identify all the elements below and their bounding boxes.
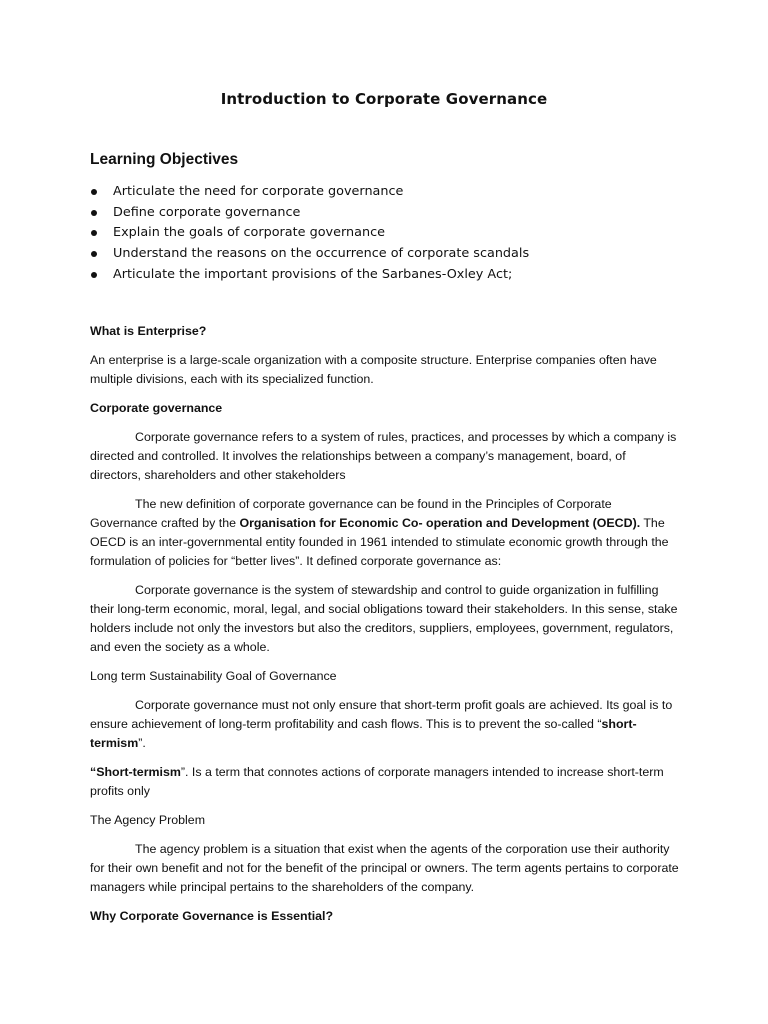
short-termism-label: “Short-termism <box>90 765 181 779</box>
learning-objectives-heading: Learning Objectives <box>90 151 239 168</box>
cg-paragraph-2 <box>90 495 680 571</box>
document-body <box>90 322 680 936</box>
list-item: Articulate the important provisions of the Sarbanes-Oxley Act; <box>90 265 529 286</box>
list-item: Understand the reasons on the occurrence of corporate scandals <box>90 244 529 265</box>
cg-paragraph-3: Corporate governance is the system of stewardship and control to guide organization in fulfilling their long-term economic, moral, legal, and social obligations toward their stakeholders. In this sense, stake holders include not only the investors but also the creditors, suppliers, employees, government, regulators, and even the society as a whole. <box>90 583 678 654</box>
short-termism-definition: ”. Is a term that connotes actions of corporate managers intended to increase short-term profits only <box>90 765 664 798</box>
enterprise-heading: What is Enterprise? <box>90 324 207 338</box>
short-termism-term: short-termism <box>90 717 637 750</box>
long-term-text-b: ”. <box>138 736 146 750</box>
cg-paragraph-2-text-b: The OECD is an inter-governmental entity founded in 1961 intended to stimulate economic growth through the formulation of policies for “better lives”. It defined corporate governance as: <box>90 516 669 568</box>
list-item: Explain the goals of corporate governance <box>90 223 529 244</box>
cg-paragraph-1: Corporate governance refers to a system of rules, practices, and processes by which a company is directed and controlled. It involves the relationships between a company’s management, board, of directors, shareholders and other stakeholders <box>90 430 677 482</box>
long-term-heading: Long term Sustainability Goal of Governance <box>90 669 337 683</box>
short-termism-paragraph <box>90 763 680 801</box>
enterprise-paragraph: An enterprise is a large-scale organization with a composite structure. Enterprise companies often have multiple divisions, each with its specialized function. <box>90 353 657 386</box>
list-item: Articulate the need for corporate governance <box>90 182 529 203</box>
long-term-paragraph <box>90 696 680 753</box>
agency-heading: The Agency Problem <box>90 813 206 827</box>
why-heading: Why Corporate Governance is Essential? <box>90 909 334 923</box>
long-term-text-a: Corporate governance must not only ensure that short-term profit goals are achieved. Its goal is to ensure achievement of long-term profitability and cash flows. This is to prevent the so-called “ <box>90 698 673 731</box>
list-item: Define corporate governance <box>90 203 529 224</box>
corporate-governance-heading: Corporate governance <box>90 401 223 415</box>
oecd-name: Organisation for Economic Co- operation and Development (OECD). <box>239 516 641 530</box>
objectives-list <box>90 182 529 285</box>
agency-paragraph: The agency problem is a situation that exist when the agents of the corporation use their authority for their own benefit and not for the benefit of the principal or owners. The term agents pertains to corporate managers while principal pertains to the shareholders of the company. <box>90 842 679 894</box>
cg-paragraph-2-text-a: The new definition of corporate governance can be found in the Principles of Corporate Governance crafted by the <box>90 497 612 530</box>
page-title: Introduction to Corporate Governance <box>220 90 548 108</box>
